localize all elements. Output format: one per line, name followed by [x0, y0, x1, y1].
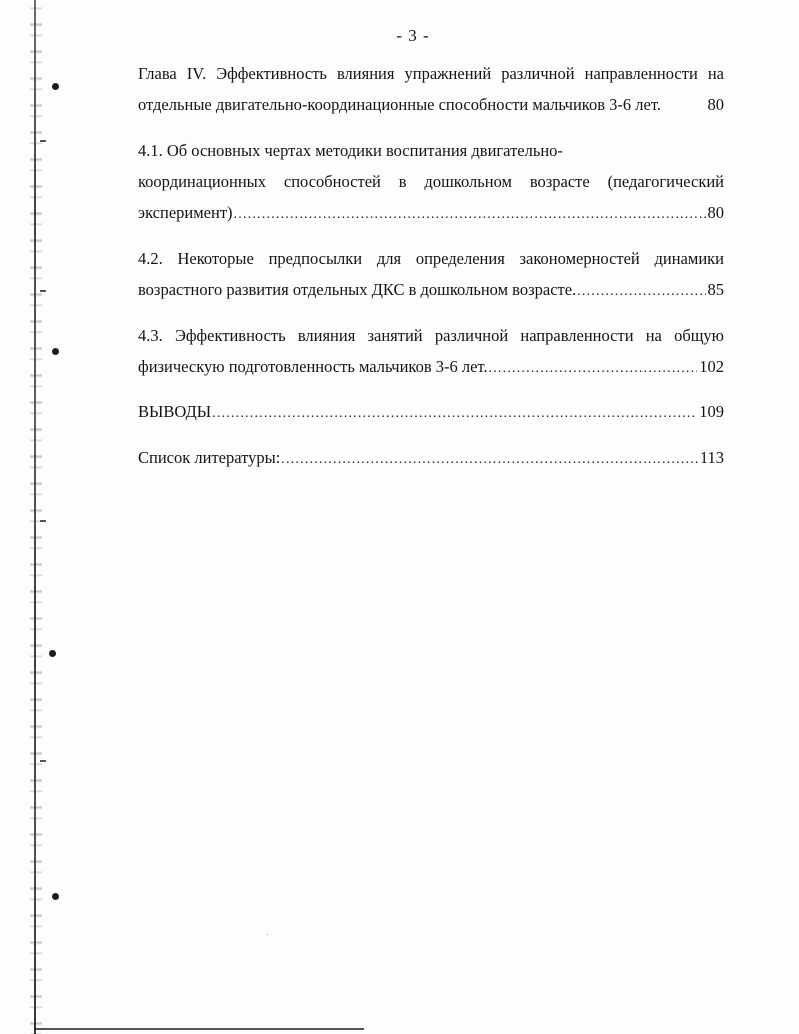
toc-section4-1-page: 80	[707, 203, 724, 222]
toc-references-text: Список литературы:	[138, 448, 281, 467]
toc-section4-1-line2: координационных способностей в дошкольном возрасте (педагогический	[138, 172, 724, 191]
scan-tick	[40, 290, 46, 292]
toc-references-page: 113	[699, 448, 724, 467]
toc-section4-2-page: 85	[707, 280, 724, 299]
dot-leader	[212, 404, 697, 424]
toc-section4-3-text: физическую подготовленность мальчиков 3-6 лет.	[138, 357, 488, 376]
punch-hole-mark	[52, 83, 59, 90]
binding-noise	[30, 0, 42, 1034]
punch-hole-mark	[49, 650, 56, 657]
scan-tick	[40, 520, 46, 522]
toc-conclusions-page: 109	[699, 402, 724, 421]
toc-section4-3-page: 102	[699, 357, 724, 376]
dot-leader	[489, 359, 698, 379]
toc-section4-2-text: возрастного развития отдельных ДКС в дошкольном возрасте.	[138, 280, 577, 299]
toc-section4-1-line1: 4.1. Об основных чертах методики воспитания двигательно-	[138, 141, 563, 160]
scan-tick	[40, 140, 46, 142]
toc-section4-1-line3	[138, 203, 724, 225]
toc-section4-3-line1: 4.3. Эффективность влияния занятий различной направленности на общую	[138, 326, 724, 345]
scan-tick	[40, 760, 46, 762]
dot-leader	[234, 205, 706, 225]
scan-speck	[267, 934, 268, 935]
toc-section4-3-line2	[138, 357, 724, 379]
binding-edge	[34, 0, 36, 1034]
page-number: - 3 -	[396, 26, 430, 45]
toc-conclusions-text: ВЫВОДЫ	[138, 402, 212, 421]
bottom-edge-line	[34, 1028, 364, 1030]
toc-references	[138, 448, 724, 470]
toc-chapter4-text: отдельные двигательно-координационные способности мальчиков 3-6 лет.	[138, 95, 661, 114]
toc-chapter4-line1: Глава IV. Эффективность влияния упражнений различной направленности на	[138, 64, 724, 83]
toc-section4-2-line2	[138, 280, 724, 302]
toc-conclusions	[138, 402, 724, 424]
toc-chapter4-page: 80	[707, 95, 724, 114]
toc-chapter4-line2	[138, 95, 724, 115]
dot-leader	[281, 450, 698, 470]
punch-hole-mark	[52, 348, 59, 355]
toc-section4-1-text: эксперимент)	[138, 203, 233, 222]
dot-leader	[577, 282, 705, 302]
punch-hole-mark	[52, 893, 59, 900]
toc-section4-2-line1: 4.2. Некоторые предпосылки для определения закономерностей динамики	[138, 249, 724, 268]
